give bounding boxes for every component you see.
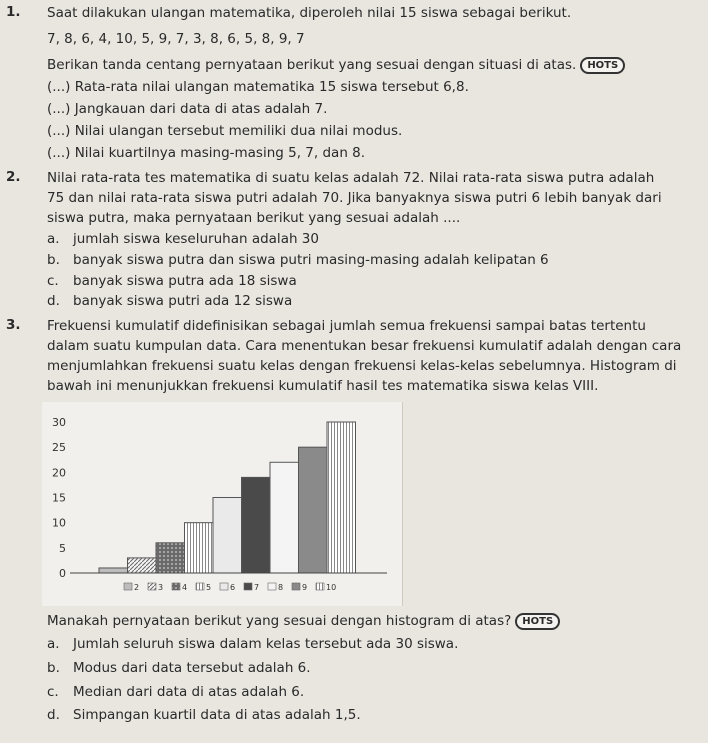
legend-swatch-2 [124,583,132,590]
q2-option-letter: b. [47,252,60,268]
legend-swatch-5 [196,583,204,590]
q3-number: 3. [6,317,21,333]
q2-option-d[interactable] [47,292,293,310]
histogram-chart [42,402,402,606]
q2-number: 2. [6,169,21,185]
legend-swatch-9 [292,583,300,590]
q2-option-a[interactable] [47,230,319,248]
q2-line-2: 75 dan nilai rata-rata siswa putri adalah 70. Jika banyaknya siswa putri 6 lebih banyak dari [47,190,662,206]
q2-option-text: banyak siswa putri ada 12 siswa [73,293,293,309]
legend-label: 2 [134,583,140,592]
legend-label: 4 [182,583,188,592]
q3-line-4: bawah ini menunjukkan frekuensi kumulatif hasil tes matematika siswa kelas VIII. [47,378,599,394]
q3-line-3: menjumlahkan frekuensi suatu kelas dengan frekuensi kelas-kelas sebelumnya. Histogram di [47,358,677,374]
q3-option-a[interactable] [47,635,459,653]
q3-line-2: dalam suatu kumpulan data. Cara menentukan besar frekuensi kumulatif adalah dengan cara [47,338,682,354]
q3-option-text: Simpangan kuartil data di atas adalah 1,5. [73,707,361,723]
y-tick-label: 30 [52,416,66,429]
q3-option-text: Median dari data di atas adalah 6. [73,684,305,700]
q1-data-values: 7, 8, 6, 4, 10, 5, 9, 7, 3, 8, 6, 5, 8, 9, 7 [47,31,305,47]
y-tick-label: 0 [59,567,66,580]
histogram-bar-9 [299,447,328,573]
y-tick-label: 15 [52,491,66,505]
legend-label: 8 [278,583,284,592]
legend-label: 10 [326,583,337,592]
q1-statement-1: (...) Rata-rata nilai ulangan matematika 15 siswa tersebut 6,8. [47,79,469,95]
legend-swatch-8 [268,583,276,590]
y-tick-label: 20 [52,466,66,480]
legend-label: 9 [302,583,308,592]
histogram-bar-8 [270,462,299,573]
q1-statement-2: (...) Jangkauan dari data di atas adalah 7. [47,101,328,117]
q2-option-b[interactable] [47,251,549,269]
q3-option-letter: d. [47,707,60,723]
q3-question [47,612,560,630]
q2-option-text: banyak siswa putra dan siswa putri masing-masing adalah kelipatan 6 [73,252,549,268]
q2-option-c[interactable] [47,272,297,290]
histogram-bar-3 [128,558,157,573]
histogram-bar-7 [242,477,271,573]
legend-swatch-10 [316,583,324,590]
q2-option-text: banyak siswa putra ada 18 siswa [73,273,297,289]
histogram-bar-6 [213,498,242,574]
q2-line-1: Nilai rata-rata tes matematika di suatu kelas adalah 72. Nilai rata-rata siswa putra adalah [47,170,655,186]
legend-swatch-6 [220,583,228,590]
q1-line-1: Saat dilakukan ulangan matematika, diperoleh nilai 15 siswa sebagai berikut. [47,5,572,21]
q1-instruction-text: Berikan tanda centang pernyataan berikut yang sesuai dengan situasi di atas. [47,57,577,73]
q3-option-b[interactable] [47,659,311,677]
q1-statement-4: (...) Nilai kuartilnya masing-masing 5, 7, dan 8. [47,145,366,161]
histogram-bar-2 [99,568,128,573]
q2-option-letter: a. [47,231,60,247]
legend-swatch-7 [244,583,252,590]
hots-badge: HOTS [580,57,625,74]
legend-label: 5 [206,583,212,592]
q1-instruction [47,56,625,74]
q1-number: 1. [6,4,21,20]
histogram-panel [42,402,403,606]
histogram-bar-10 [327,422,356,573]
legend-label: 7 [254,583,260,592]
q3-line-1: Frekuensi kumulatif didefinisikan sebagai jumlah semua frekuensi sampai batas tertentu [47,318,646,334]
legend-swatch-4 [172,583,180,590]
q3-option-text: Modus dari data tersebut adalah 6. [73,660,311,676]
q2-option-text: jumlah siswa keseluruhan adalah 30 [73,231,319,247]
q3-option-d[interactable] [47,706,361,724]
q3-option-letter: b. [47,660,60,676]
q3-option-c[interactable] [47,683,305,701]
q2-option-letter: c. [47,273,59,289]
y-tick-label: 10 [52,516,66,530]
legend-label: 6 [230,583,236,592]
q3-option-letter: a. [47,636,60,652]
y-tick-label: 25 [52,441,66,455]
hots-badge: HOTS [515,613,560,630]
histogram-bar-4 [156,543,185,573]
q2-line-3: siswa putra, maka pernyataan berikut yang sesuai adalah .... [47,210,461,226]
q1-statement-3: (...) Nilai ulangan tersebut memiliki dua nilai modus. [47,123,403,139]
histogram-bar-5 [185,523,214,573]
legend-label: 3 [158,583,164,592]
y-tick-label: 5 [59,541,66,555]
q3-question-text: Manakah pernyataan berikut yang sesuai dengan histogram di atas? [47,613,512,629]
q2-option-letter: d. [47,293,60,309]
q3-option-text: Jumlah seluruh siswa dalam kelas tersebut ada 30 siswa. [73,636,459,652]
q3-option-letter: c. [47,684,59,700]
legend-swatch-3 [148,583,156,590]
